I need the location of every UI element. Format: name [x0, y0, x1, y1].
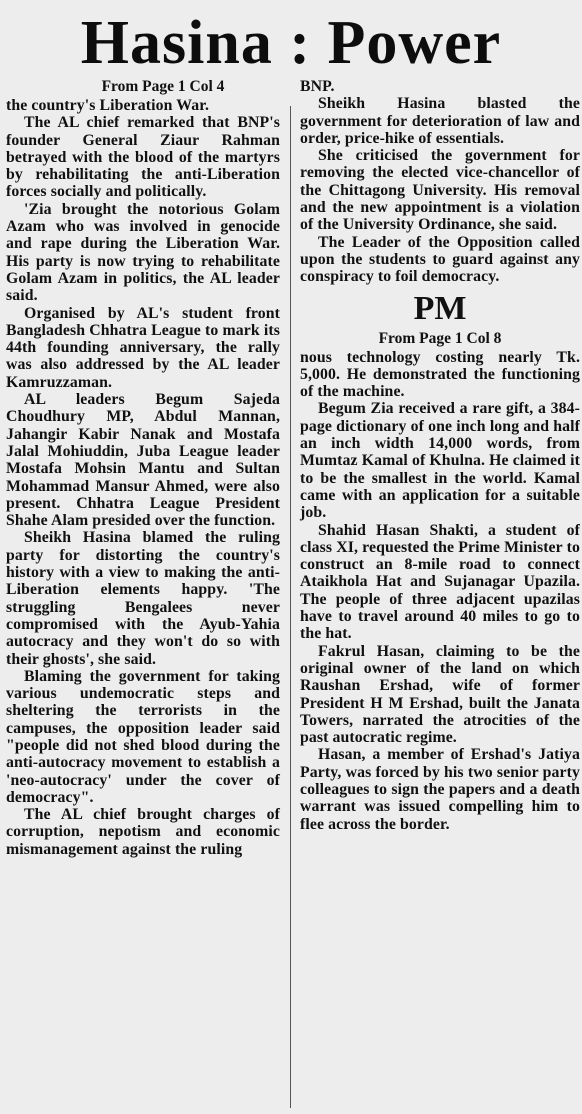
paragraph: The AL chief remarked that BNP's founder General Ziaur Rahman betrayed with the blood of the martyrs by rehabilitating the anti-Liberation forces socially and politically.	[6, 114, 280, 201]
left-column	[6, 78, 280, 1114]
paragraph: Shahid Hasan Shakti, a student of class XI, requested the Prime Minister to construct an 8-mile road to connect Ataikhola Hat and Sujanagar Upazila. The people of three adjacent upazilas have to travel around 40 miles to go to the hat.	[300, 521, 580, 643]
paragraph: Sheikh Hasina blamed the ruling party for distorting the country's history with a view to making the anti-Liberation elements happy. 'The struggling Bengalees never compromised with the Ayub-Yahia autocracy and they won't do so with their ghosts', she said.	[6, 529, 280, 668]
paragraph: She criticised the government for removing the elected vice-chancellor of the Chittagong University. His removal and the new appointment is a violation of the University Ordinance, she said.	[300, 147, 580, 234]
right-column	[300, 78, 580, 1114]
paragraph: nous technology costing nearly Tk. 5,000. He demonstrated the functioning of the machine.	[300, 348, 580, 401]
paragraph: Hasan, a member of Ershad's Jatiya Party, was forced by his two senior party colleagues to sign the papers and a death warrant was issued compelling him to flee across the border.	[300, 746, 580, 833]
paragraph: the country's Liberation War.	[6, 97, 210, 114]
paragraph: Blaming the government for taking various undemocratic steps and sheltering the terrorists in the campuses, the opposition leader said "people did not shed blood during the anti-autocracy movement to establish a 'neo-autocracy' under the cover of democracy".	[6, 667, 280, 806]
column-divider	[290, 106, 291, 1108]
paragraph: Begum Zia received a rare gift, a 384-page dictionary of one inch long and half an inch width 14,000 words, from Mumtaz Kamal of Khulna. He claimed it to be the smallest in the world. Kamal came with an application for a suitable job.	[300, 400, 580, 522]
paragraph: Organised by AL's student front Bangladesh Chhatra League to mark its 44th founding anniversary, the rally was also addressed by the AL leader Kamruzzaman.	[6, 304, 280, 391]
headline: Hasina : Power	[80, 9, 502, 77]
article-columns	[6, 78, 580, 1114]
continuation-note: From Page 1 Col 8	[378, 329, 502, 347]
paragraph: BNP.	[300, 78, 335, 95]
paragraph: The AL chief brought charges of corruption, nepotism and economic mismanagement against the ruling	[6, 806, 280, 858]
paragraph: The Leader of the Opposition called upon the students to guard against any conspiracy to foil democracy.	[300, 233, 580, 286]
sub-headline: PM	[413, 289, 467, 327]
paragraph: 'Zia brought the notorious Golam Azam who was involved in genocide and rape during the Liberation War. His party is now trying to rehabilitate Golam Azam in politics, the AL leader said.	[6, 200, 280, 305]
paragraph: Sheikh Hasina blasted the government for deterioration of law and order, price-hike of essentials.	[300, 95, 580, 147]
paragraph: AL leaders Begum Sajeda Choudhury MP, Abdul Mannan, Jahangir Kabir Nanak and Mostafa Jalal Mohiuddin, Juba League leader Mostafa Mohsin Mantu and Sultan Mohammad Mansur Ahmed, were also present. Chhatra League President Shahe Alam presided over the function.	[6, 391, 280, 530]
continuation-note: From Page 1 Col 4	[101, 78, 225, 95]
paragraph: Fakrul Hasan, claiming to be the original owner of the land on which Raushan Ershad, wife of former President H M Ershad, built the Janata Towers, narrated the atrocities of the past autocratic regime.	[300, 642, 580, 747]
